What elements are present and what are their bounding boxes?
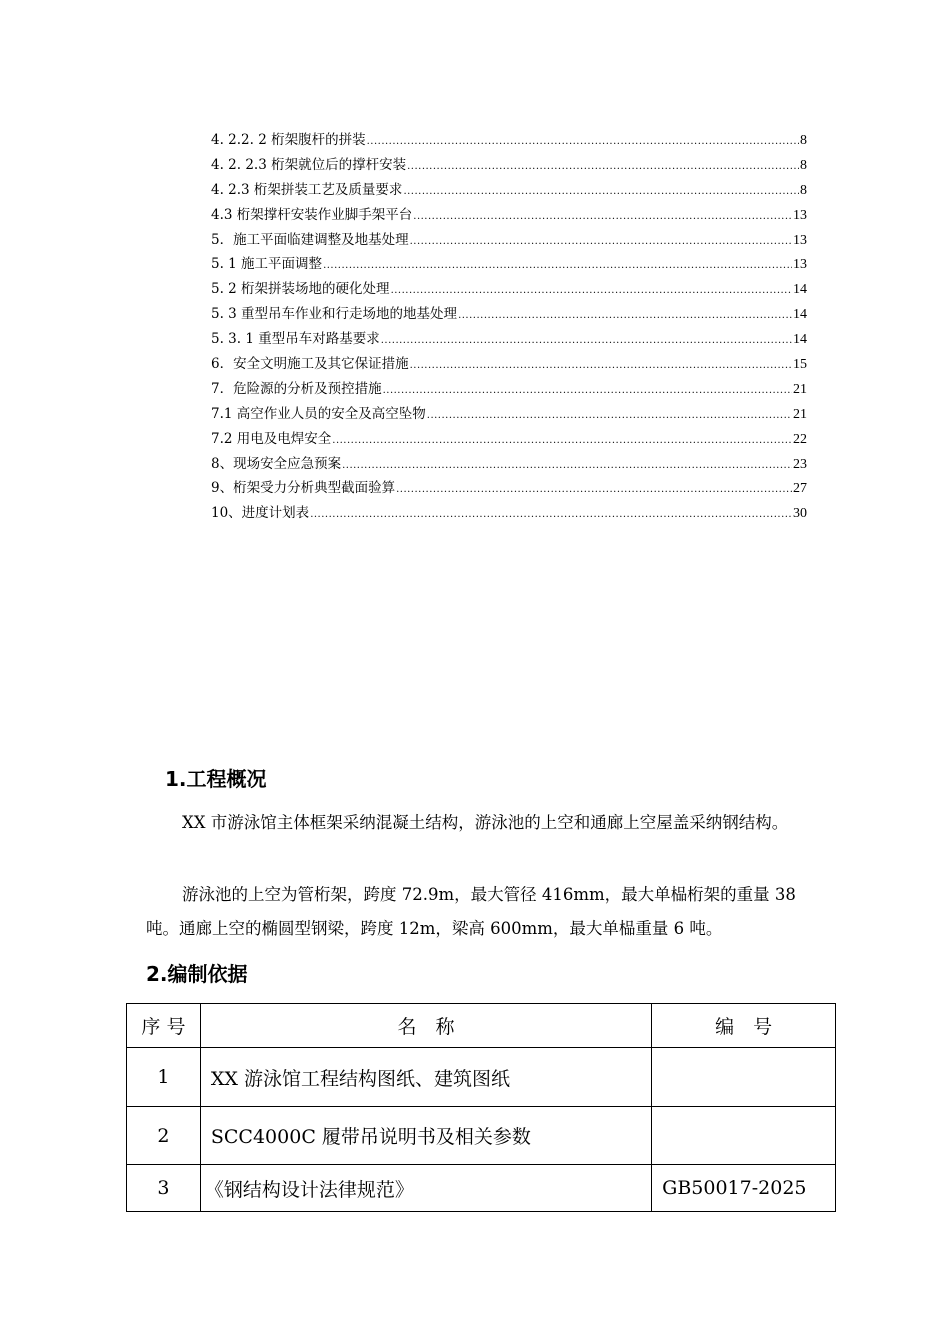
toc-entry-page: 14 [793, 307, 807, 323]
toc-entry-page: 27 [793, 481, 807, 497]
toc-leader-dots [396, 478, 792, 503]
toc-entry-title: 6．安全文明施工及其它保证措施 [211, 356, 409, 373]
toc-entry-title: 8、现场安全应急预案 [211, 455, 342, 472]
cell-name: SCC4000C 履带吊说明书及相关参数 [200, 1107, 651, 1165]
overview-paragraph-1: XX 市游泳馆主体框架采纳混凝土结构，游泳池的上空和通廊上空屋盖采纳钢结构。 [182, 813, 789, 832]
toc-entry-title: 5. 1 施工平面调整 [211, 256, 323, 273]
toc-entry-title: 7.2 用电及电焊安全 [211, 430, 332, 447]
toc-entry-title: 5. 3 重型吊车作业和行走场地的地基处理 [211, 306, 458, 323]
table-of-contents [211, 128, 807, 526]
cell-no: 3 [127, 1165, 201, 1212]
table-row [127, 1048, 836, 1107]
toc-entry[interactable] [211, 228, 807, 253]
toc-leader-dots [410, 354, 792, 379]
toc-entry-page: 13 [793, 232, 807, 248]
toc-leader-dots [310, 503, 792, 528]
toc-entry-page: 13 [793, 207, 807, 223]
toc-entry-title: 7．危险源的分析及预控措施 [211, 380, 382, 397]
toc-entry-page: 8 [800, 182, 807, 198]
toc-entry[interactable] [211, 327, 807, 352]
toc-leader-dots [383, 379, 792, 404]
toc-leader-dots [410, 230, 792, 255]
toc-entry-title: 4. 2. 2.3 桁架就位后的撑杆安装 [211, 156, 407, 173]
toc-entry-page: 14 [793, 332, 807, 348]
toc-leader-dots [391, 279, 792, 304]
cell-code [652, 1107, 836, 1165]
toc-entry[interactable] [211, 501, 807, 526]
toc-entry-page: 23 [793, 456, 807, 472]
toc-entry-page: 8 [800, 157, 807, 173]
table-row [127, 1107, 836, 1165]
toc-entry-page: 21 [793, 406, 807, 422]
cell-name: XX 游泳馆工程结构图纸、建筑图纸 [200, 1048, 651, 1107]
toc-entry[interactable] [211, 153, 807, 178]
toc-entry-page: 21 [793, 381, 807, 397]
toc-entry[interactable] [211, 476, 807, 501]
toc-entry-page: 22 [793, 431, 807, 447]
toc-entry-page: 13 [793, 257, 807, 273]
toc-entry-title: 5. 3. 1 重型吊车对路基要求 [211, 331, 380, 348]
toc-entry[interactable] [211, 452, 807, 477]
toc-entry-page: 8 [800, 133, 807, 148]
toc-entry-page: 15 [793, 357, 807, 373]
basis-table [126, 1003, 836, 1212]
toc-leader-dots [323, 254, 792, 279]
header-name: 名 称 [200, 1004, 651, 1048]
overview-paragraph-2: 游泳池的上空为管桁架，跨度 72.9m，最大管径 416mm，最大单榀桁架的重量 38 吨。通廊上空的椭圆型钢梁，跨度 12m，梁高 600mm，最大单榀重量 6 吨。 [146, 885, 796, 938]
toc-entry-title: 7.1 高空作业人员的安全及高空坠物 [211, 405, 426, 422]
toc-entry[interactable] [211, 178, 807, 203]
toc-entry-title: 5. 2 桁架拼装场地的硬化处理 [211, 281, 390, 298]
cell-no: 1 [127, 1048, 201, 1107]
toc-leader-dots [413, 205, 792, 230]
toc-leader-dots [381, 329, 792, 354]
header-code: 编 号 [652, 1004, 836, 1048]
table-header-row [127, 1004, 836, 1048]
toc-entry-page: 30 [793, 506, 807, 522]
toc-entry[interactable] [211, 302, 807, 327]
cell-no: 2 [127, 1107, 201, 1165]
section-heading-project-overview: 1.工程概况 [165, 767, 267, 791]
toc-entry[interactable] [211, 128, 807, 153]
toc-entry[interactable] [211, 277, 807, 302]
toc-leader-dots [407, 155, 799, 180]
toc-entry-title: 4.3 桁架撑杆安装作业脚手架平台 [211, 206, 413, 223]
cell-code: GB50017-2025 [652, 1165, 836, 1212]
toc-leader-dots [427, 404, 792, 429]
toc-entry[interactable] [211, 402, 807, 427]
header-no: 序 号 [127, 1004, 201, 1048]
toc-entry[interactable] [211, 203, 807, 228]
cell-code [652, 1048, 836, 1107]
toc-leader-dots [458, 304, 792, 329]
toc-leader-dots [342, 454, 792, 479]
toc-entry[interactable] [211, 377, 807, 402]
toc-leader-dots [403, 180, 799, 205]
toc-entry-title: 4. 2.2. 2 桁架腹杆的拼装 [211, 132, 366, 148]
toc-entry[interactable] [211, 427, 807, 452]
toc-entry-title: 9、桁架受力分析典型截面验算 [211, 480, 396, 497]
table-row [127, 1165, 836, 1212]
toc-entry-title: 5．施工平面临建调整及地基处理 [211, 231, 409, 248]
toc-leader-dots [332, 429, 792, 454]
toc-entry[interactable] [211, 352, 807, 377]
cell-name: 《钢结构设计法律规范》 [200, 1165, 651, 1212]
toc-entry-title: 4. 2.3 桁架拼装工艺及质量要求 [211, 181, 403, 198]
toc-leader-dots [367, 130, 799, 155]
section-heading-basis: 2.编制依据 [146, 962, 248, 986]
toc-entry-page: 14 [793, 282, 807, 298]
toc-entry-title: 10、进度计划表 [211, 505, 310, 522]
toc-entry[interactable] [211, 252, 807, 277]
